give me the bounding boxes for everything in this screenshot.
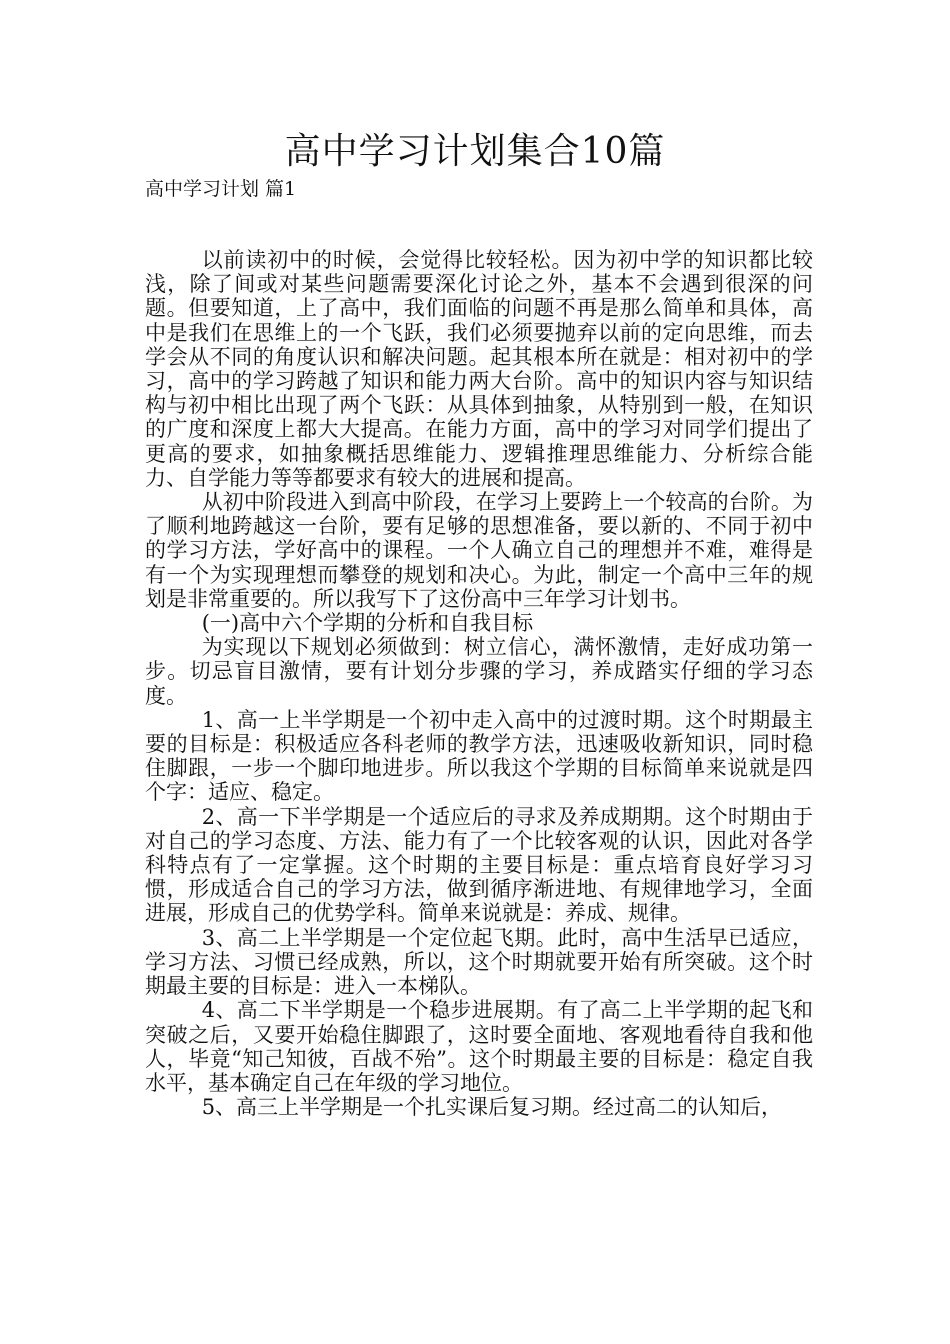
paragraph: 为实现以下规划必须做到：树立信心，满怀激情，走好成功第一步。切忌盲目激情，要有计划分步骤的学习，养成踏实仔细的学习态度。 [145,635,813,708]
paragraph: 以前读初中的时候，会觉得比较轻松。因为初中学的知识都比较浅，除了间或对某些问题需要深化讨论之外，基本不会遇到很深的问题。但要知道，上了高中，我们面临的问题不再是那么简单和具体，高中是我们在思维上的一个飞跃，我们必须要抛弃以前的定向思维，而去学会从不同的角度认识和解决问题。起其根本所在就是：相对初中的学习，高中的学习跨越了知识和能力两大台阶。高中的知识内容与知识结构与初中相比出现了两个飞跃：从具体到抽象，从特别到一般，在知识的广度和深度上都大大提高。在能力方面，高中的学习对同学们提出了更高的要求，如抽象概括思维能力、逻辑推理思维能力、分析综合能力、自学能力等等都要求有较大的进展和提高。 [145,248,813,490]
paragraph: 1、高一上半学期是一个初中走入高中的过渡时期。这个时期最主要的目标是：积极适应各科老师的教学方法，迅速吸收新知识，同时稳住脚跟，一步一个脚印地进步。所以我这个学期的目标简单来说就是四个字：适应、稳定。 [145,707,813,805]
section-heading: 高中学习计划 篇1 [145,178,297,200]
paragraph: 5、高三上半学期是一个扎实课后复习期。经过高二的认知后， [201,1095,783,1120]
paragraph: 2、高一下半学期是一个适应后的寻求及养成期期。这个时期由于对自己的学习态度、方法、能力有了一个比较客观的认识，因此对各学科特点有了一定掌握。这个时期的主要目标是：重点培育良好学习习惯，形成适合自己的学习方法，做到循序渐进地、有规律地学习，全面进展，形成自己的优势学科。简单来说就是：养成、规律。 [145,804,813,926]
document-body [145,248,813,1119]
paragraph: 4、高二下半学期是一个稳步进展期。有了高二上半学期的起飞和突破之后，又要开始稳住脚跟了，这时要全面地、客观地看待自我和他人，毕竟“知己知彼，百战不殆”。这个时期最主要的目标是：稳定自我水平，基本确定自己在年级的学习地位。 [145,998,813,1095]
paragraph: 从初中阶段进入到高中阶段，在学习上要跨上一个较高的台阶。为了顺利地跨越这一台阶，要有足够的思想准备，要以新的、不同于初中的学习方法，学好高中的课程。一个人确立自己的理想并不难，难得是有一个为实现理想而攀登的规划和决心。为此，制定一个高中三年的规划是非常重要的。所以我写下了这份高中三年学习计划书。 [145,490,813,611]
paragraph: 3、高二上半学期是一个定位起飞期。此时，高中生活早已适应，学习方法、习惯已经成熟，所以，这个时期就要开始有所突破。这个时期最主要的目标是：进入一本梯队。 [145,925,813,999]
document-title: 高中学习计划集合10篇 [284,131,666,172]
paragraph-heading: (一)高中六个学期的分析和自我目标 [201,611,534,636]
